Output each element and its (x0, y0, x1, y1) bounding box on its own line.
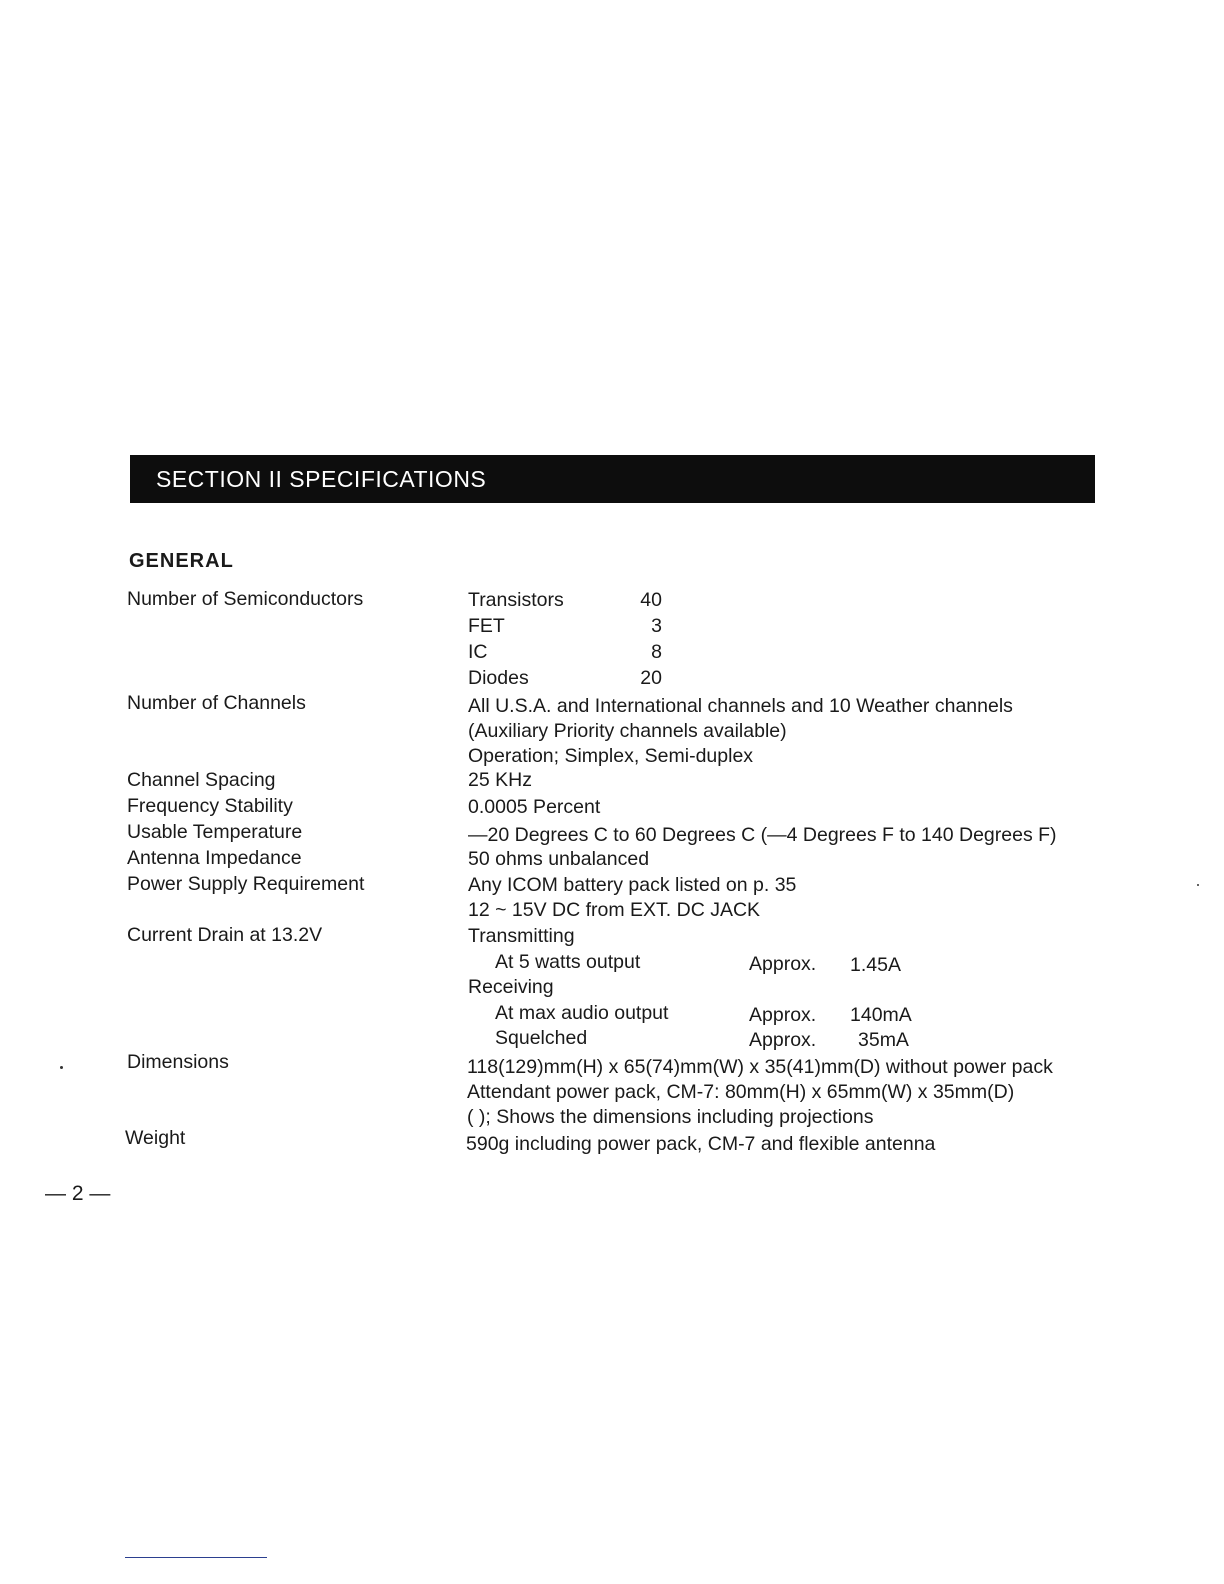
power-supply-value: 12 ~ 15V DC from EXT. DC JACK (468, 899, 761, 921)
dimensions-power-pack: Attendant power pack, CM-7: 80mm(H) x 65mm(W) x 35mm(D) (467, 1081, 1015, 1103)
antenna-impedance-label: Antenna Impedance (127, 847, 302, 869)
tx-condition: At 5 watts output (495, 951, 641, 973)
channels-operation: Operation; Simplex, Semi-duplex (468, 745, 754, 767)
usable-temperature-value: —20 Degrees C to 60 Degrees C (—4 Degrees F to 140 Degrees F) (468, 824, 1057, 846)
semiconductors-label: Number of Semiconductors (127, 588, 364, 610)
rx-max-condition: At max audio output (495, 1002, 669, 1024)
rx-squelched-approx: Approx. (749, 1029, 817, 1051)
usable-temperature-label: Usable Temperature (127, 821, 303, 843)
rx-squelched-current-value: 35mA (858, 1029, 909, 1051)
tx-approx: Approx. (749, 953, 817, 975)
general-heading: GENERAL (129, 550, 234, 572)
channels-value: All U.S.A. and International channels and 10 Weather channels (468, 695, 1013, 717)
channel-spacing-label: Channel Spacing (127, 769, 276, 791)
current-drain-label: Current Drain at 13.2V (127, 924, 323, 946)
channel-spacing-value: 25 KHz (468, 769, 532, 791)
semiconductor-name: Transistors (468, 589, 564, 611)
section-title-banner: SECTION II SPECIFICATIONS (130, 455, 1095, 503)
rx-squelched-condition: Squelched (495, 1027, 588, 1049)
semiconductor-count: 3 (651, 615, 662, 637)
rx-max-approx: Approx. (749, 1004, 817, 1026)
weight-label: Weight (125, 1127, 186, 1149)
power-supply-value: Any ICOM battery pack listed on p. 35 (468, 874, 797, 896)
frequency-stability-value: 0.0005 Percent (468, 796, 601, 818)
semiconductor-count: 20 (640, 667, 662, 689)
transmitting-heading: Transmitting (468, 925, 575, 947)
tx-current-value: 1.45A (850, 954, 901, 976)
antenna-impedance-value: 50 ohms unbalanced (468, 848, 650, 870)
dimensions-label: Dimensions (127, 1051, 229, 1073)
channels-label: Number of Channels (127, 692, 306, 714)
scan-speck (60, 1066, 63, 1069)
semiconductor-count: 8 (651, 641, 662, 663)
dimensions-value: 118(129)mm(H) x 65(74)mm(W) x 35(41)mm(D) without power pack (467, 1056, 1053, 1078)
receiving-heading: Receiving (468, 976, 554, 998)
rx-max-current-value: 140mA (850, 1004, 912, 1026)
scan-speck (1197, 884, 1199, 886)
frequency-stability-label: Frequency Stability (127, 795, 293, 817)
footnote-rule (125, 1557, 267, 1558)
semiconductor-name: Diodes (468, 667, 529, 689)
semiconductor-name: IC (468, 641, 488, 663)
semiconductor-name: FET (468, 615, 505, 637)
dimensions-note: ( ); Shows the dimensions including projections (467, 1106, 874, 1128)
semiconductor-count: 40 (640, 589, 662, 611)
weight-value: 590g including power pack, CM-7 and flexible antenna (466, 1133, 936, 1155)
power-supply-label: Power Supply Requirement (127, 873, 365, 895)
page-number: — 2 — (45, 1182, 111, 1205)
channels-value: (Auxiliary Priority channels available) (468, 720, 787, 742)
